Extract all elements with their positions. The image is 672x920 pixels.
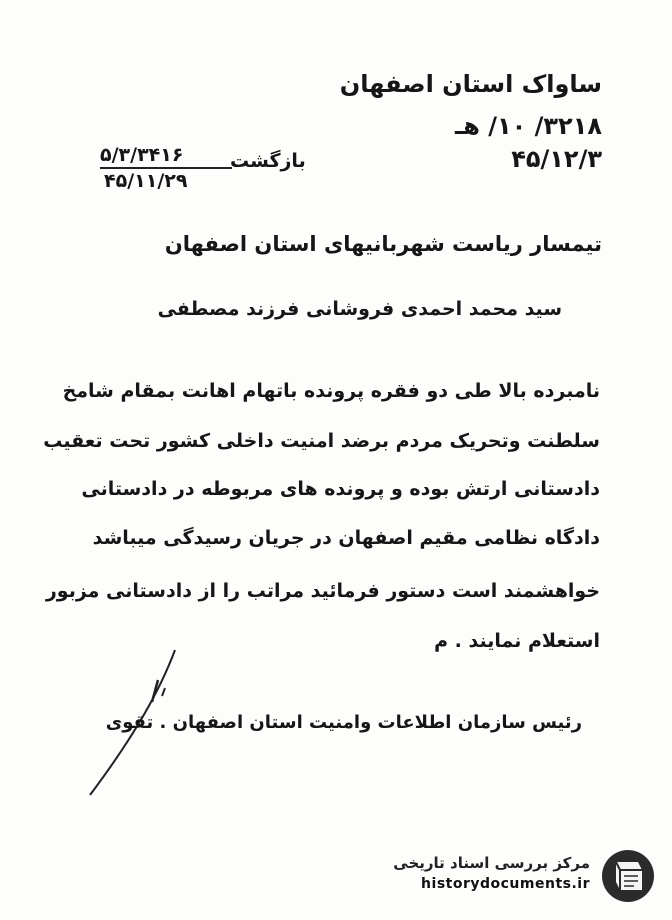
- back-reference-date: ۴۵/۱۱/۲۹: [104, 170, 188, 192]
- body-line: نامبرده بالا طی دو فقره پرونده باتهام اهانت بمقام شامخ: [62, 380, 600, 402]
- subject-line: سید محمد احمدی فروشانی فرزند مصطفی: [157, 298, 562, 320]
- reference-number: ۳۲۱۸/ ۱۰/ هـ: [455, 112, 602, 140]
- document-date: ۴۵/۱۲/۳: [511, 145, 602, 173]
- back-reference-label: بازگشت: [230, 150, 306, 172]
- watermark-url: historydocuments.ir: [421, 876, 590, 892]
- watermark-title: مرکز بررسی اسناد تاریخی: [393, 854, 590, 872]
- footer-watermark: [316, 848, 656, 906]
- back-reference-divider: [100, 167, 232, 169]
- body-line: دادستانی ارتش بوده و پرونده های مربوطه در دادستانی: [81, 478, 600, 500]
- body-line: سلطنت وتحریک مردم برضد امنیت داخلی کشور تحت تعقیب: [43, 430, 600, 452]
- body-line: استعلام نمایند . م: [434, 630, 600, 652]
- addressee: تیمسار ریاست شهربانیهای استان اصفهان: [164, 232, 602, 256]
- body-line: دادگاه نظامی مقیم اصفهان در جریان رسیدگی میباشد: [92, 527, 600, 549]
- archive-logo-icon: [600, 848, 656, 904]
- back-reference-number: ۵/۳/۳۴۱۶: [100, 144, 184, 166]
- signature-line: رئیس سازمان اطلاعات وامنیت استان اصفهان . تقوی: [105, 712, 582, 733]
- organization-name: ساواک استان اصفهان: [339, 70, 602, 98]
- body-line: خواهشمند است دستور فرمائید مراتب را از دادستانی مزبور: [45, 580, 600, 602]
